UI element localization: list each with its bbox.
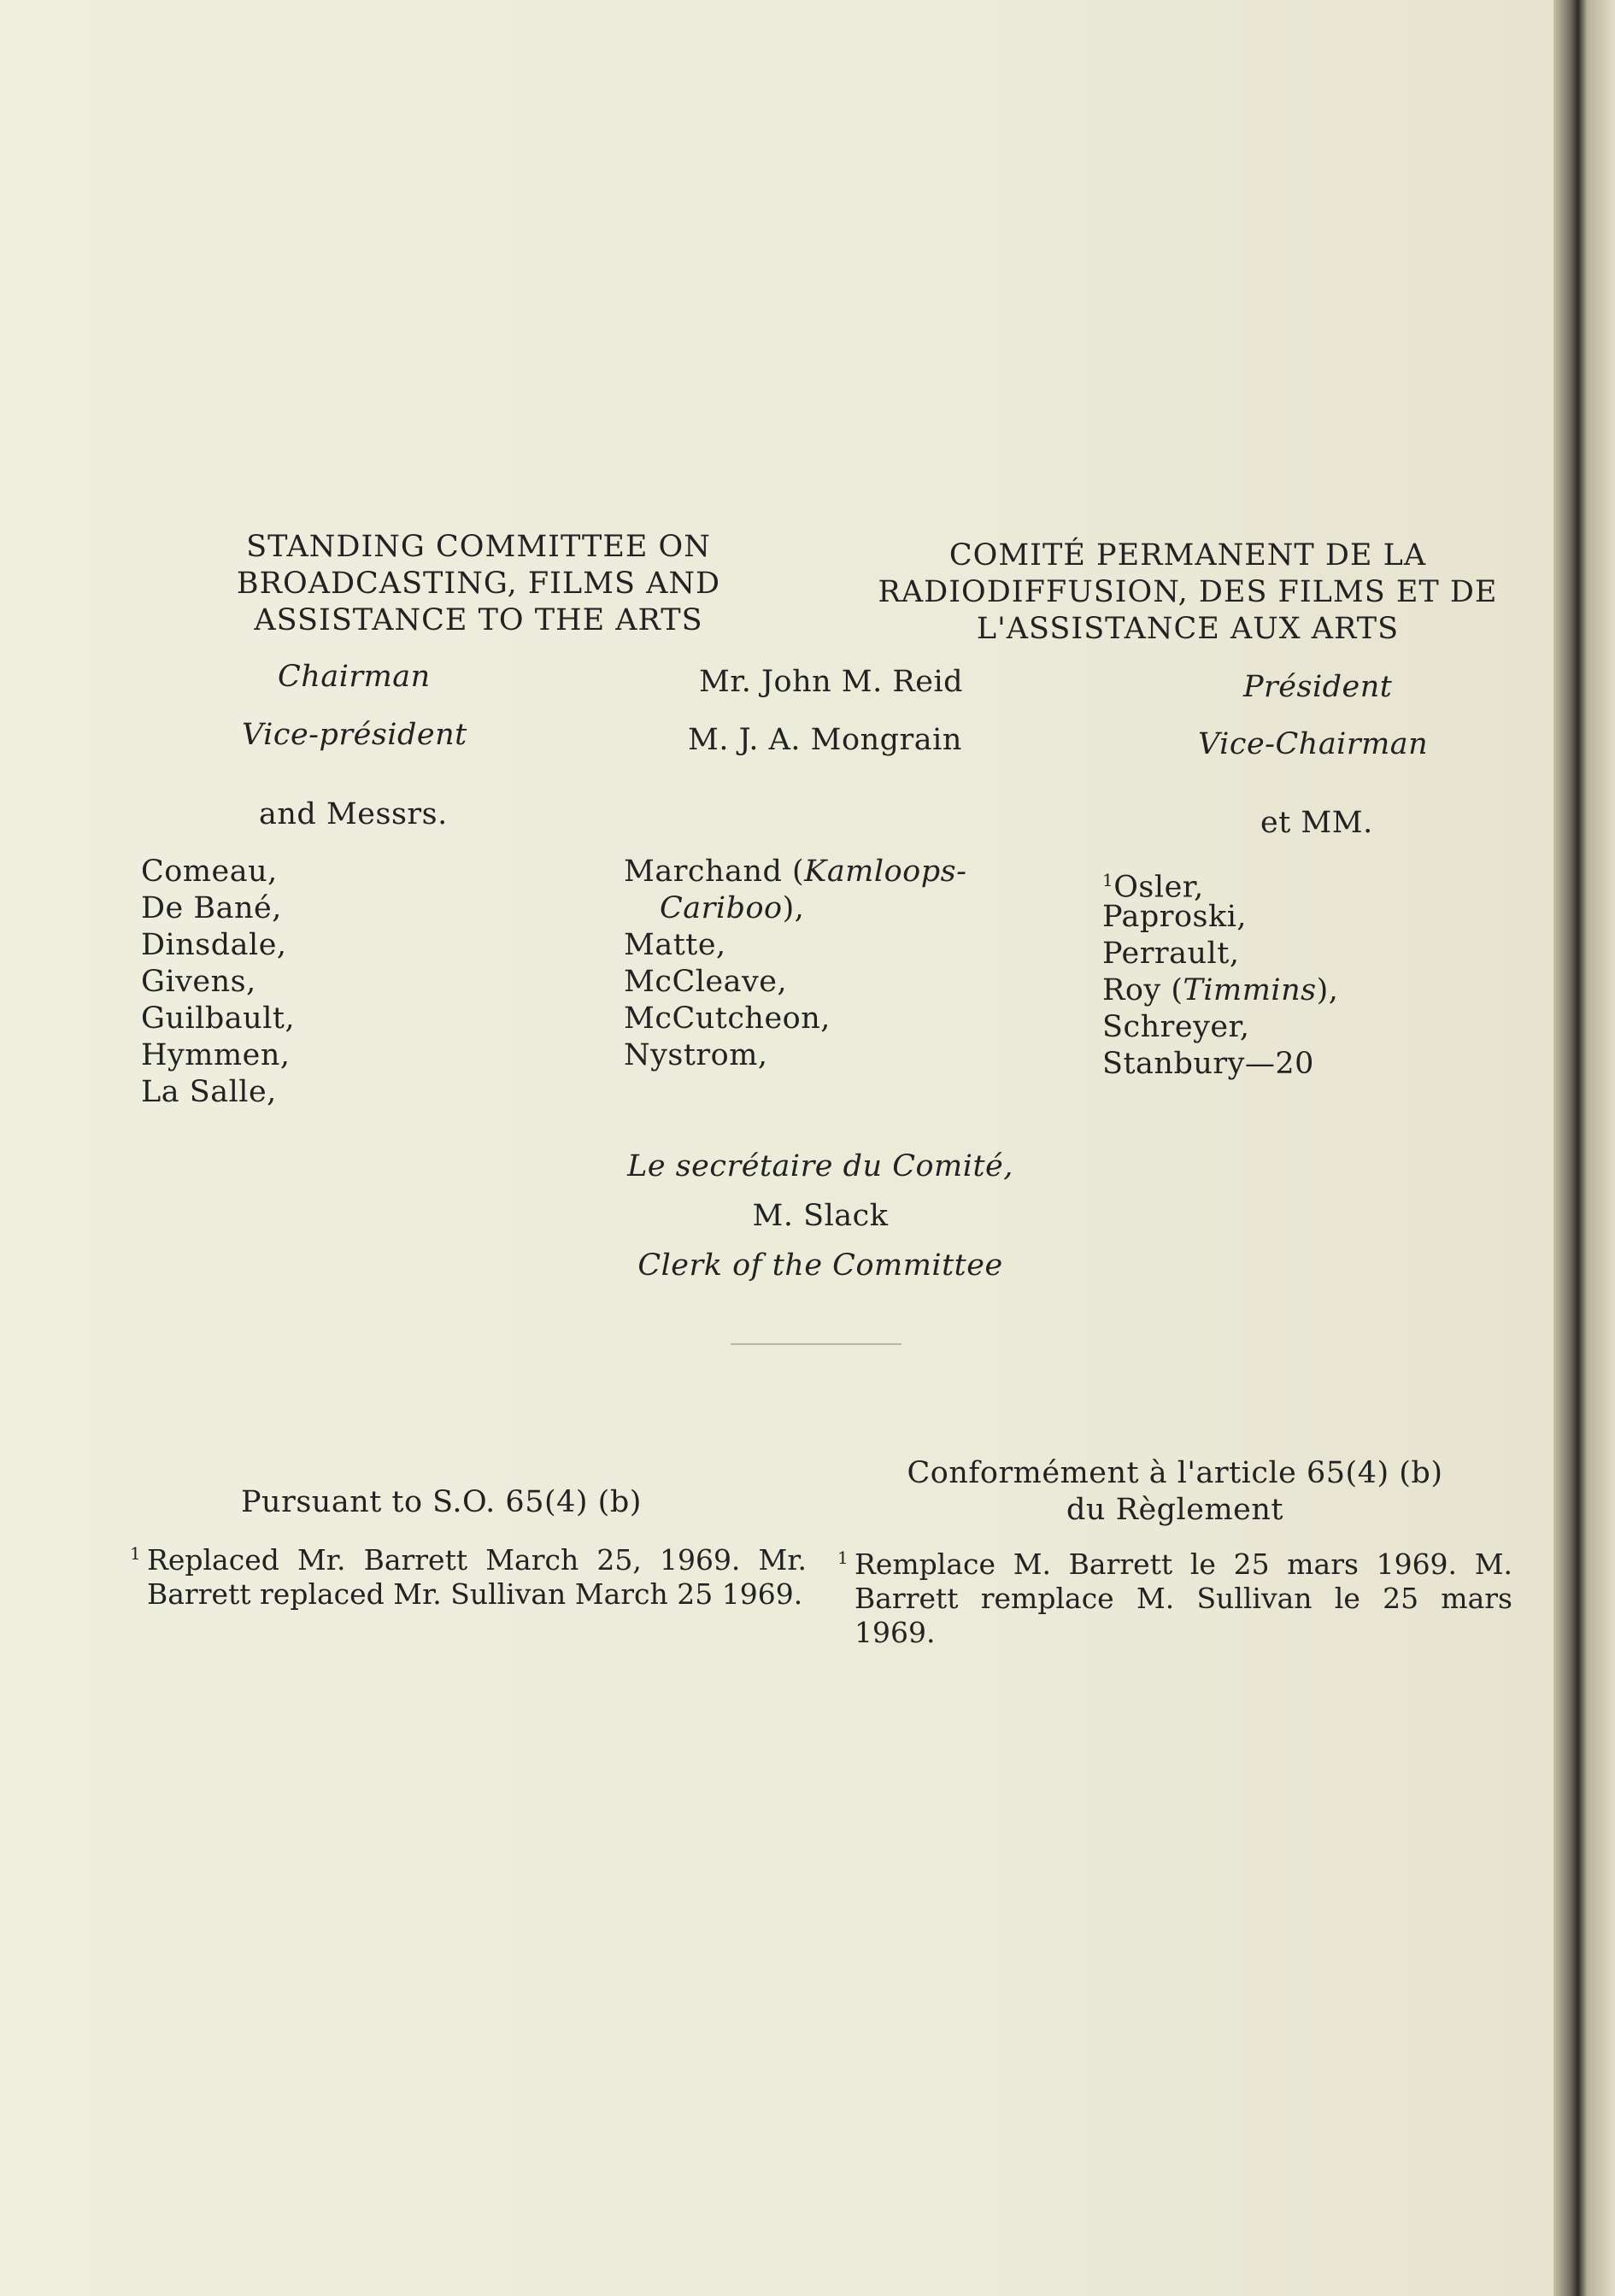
vice-president-label: Vice-président [242, 718, 467, 752]
member-name-osler [1102, 863, 1204, 905]
member-name-marchand [624, 854, 966, 889]
footnote-marker: 1 [130, 1543, 141, 1564]
pursuant-fr-line-1: Conformément à l'article 65(4) (b) [907, 1456, 1443, 1490]
footnote-en: Replaced Mr. Barrett March 25, 1969. Mr. Barrett replaced Mr. Sullivan March 25 1969. [147, 1543, 807, 1611]
member-name: La Salle, [141, 1075, 277, 1109]
book-binding-edge [1553, 0, 1615, 2296]
committee-title-en-line-1: STANDING COMMITTEE ON [246, 530, 711, 564]
pursuant-en: Pursuant to S.O. 65(4) (b) [241, 1485, 642, 1519]
footnote-fr: Remplace M. Barrett le 25 mars 1969. M. Barrett remplace M. Sullivan le 25 mars 1969. [854, 1547, 1512, 1649]
member-name: Stanbury—20 [1102, 1047, 1314, 1081]
committee-title-fr-line-2: RADIODIFFUSION, DES FILMS ET DE [878, 575, 1498, 609]
committee-title-en-line-2: BROADCASTING, FILMS AND [236, 567, 721, 601]
members-intro-fr: et MM. [1260, 806, 1373, 840]
riding-name: Timmins [1183, 973, 1317, 1007]
member-name: Nystrom, [624, 1038, 768, 1072]
member-name: Paproski, [1102, 900, 1248, 934]
member-name: Comeau, [141, 854, 278, 889]
member-name: McCutcheon, [624, 1001, 831, 1036]
member-name-text: Osler, [1113, 870, 1204, 905]
member-name-roy [1102, 973, 1338, 1007]
member-name: Perrault, [1102, 937, 1240, 971]
pursuant-fr-line-2: du Règlement [1066, 1493, 1283, 1527]
committee-title-fr-line-1: COMITÉ PERMANENT DE LA [948, 538, 1427, 573]
members-intro-en: and Messrs. [259, 797, 448, 831]
member-name-text: ), [782, 891, 805, 925]
clerk-name: M. Slack [752, 1199, 889, 1233]
member-riding-continuation [660, 891, 804, 925]
member-name: Guilbault, [141, 1001, 296, 1036]
member-name: Hymmen, [141, 1038, 291, 1072]
member-name: De Bané, [141, 891, 282, 925]
section-divider [731, 1343, 901, 1345]
riding-name: Kamloops- [804, 854, 967, 889]
riding-name: Cariboo [660, 891, 783, 925]
member-name: Schreyer, [1102, 1010, 1250, 1044]
president-label: Président [1243, 670, 1393, 704]
committee-title-fr-line-3: L'ASSISTANCE AUX ARTS [976, 612, 1400, 646]
committee-title-en-line-3: ASSISTANCE TO THE ARTS [254, 603, 703, 637]
vice-chairman-label: Vice-Chairman [1198, 727, 1429, 761]
chairman-name: Mr. John M. Reid [699, 665, 964, 699]
member-name-text: Marchand ( [624, 854, 805, 889]
clerk-label-fr: Le secrétaire du Comité, [627, 1149, 1013, 1183]
member-name: McCleave, [624, 965, 788, 999]
chairman-label: Chairman [278, 660, 431, 694]
member-name-text: ), [1316, 973, 1339, 1007]
clerk-label-en: Clerk of the Committee [637, 1248, 1003, 1283]
member-name-text: Roy ( [1102, 973, 1183, 1007]
vice-chairman-name: M. J. A. Mongrain [688, 723, 962, 757]
member-name: Givens, [141, 965, 256, 999]
member-name: Dinsdale, [141, 928, 287, 962]
member-name: Matte, [624, 928, 726, 962]
footnote-marker: 1 [837, 1547, 849, 1568]
footnote-marker: 1 [1102, 870, 1114, 890]
